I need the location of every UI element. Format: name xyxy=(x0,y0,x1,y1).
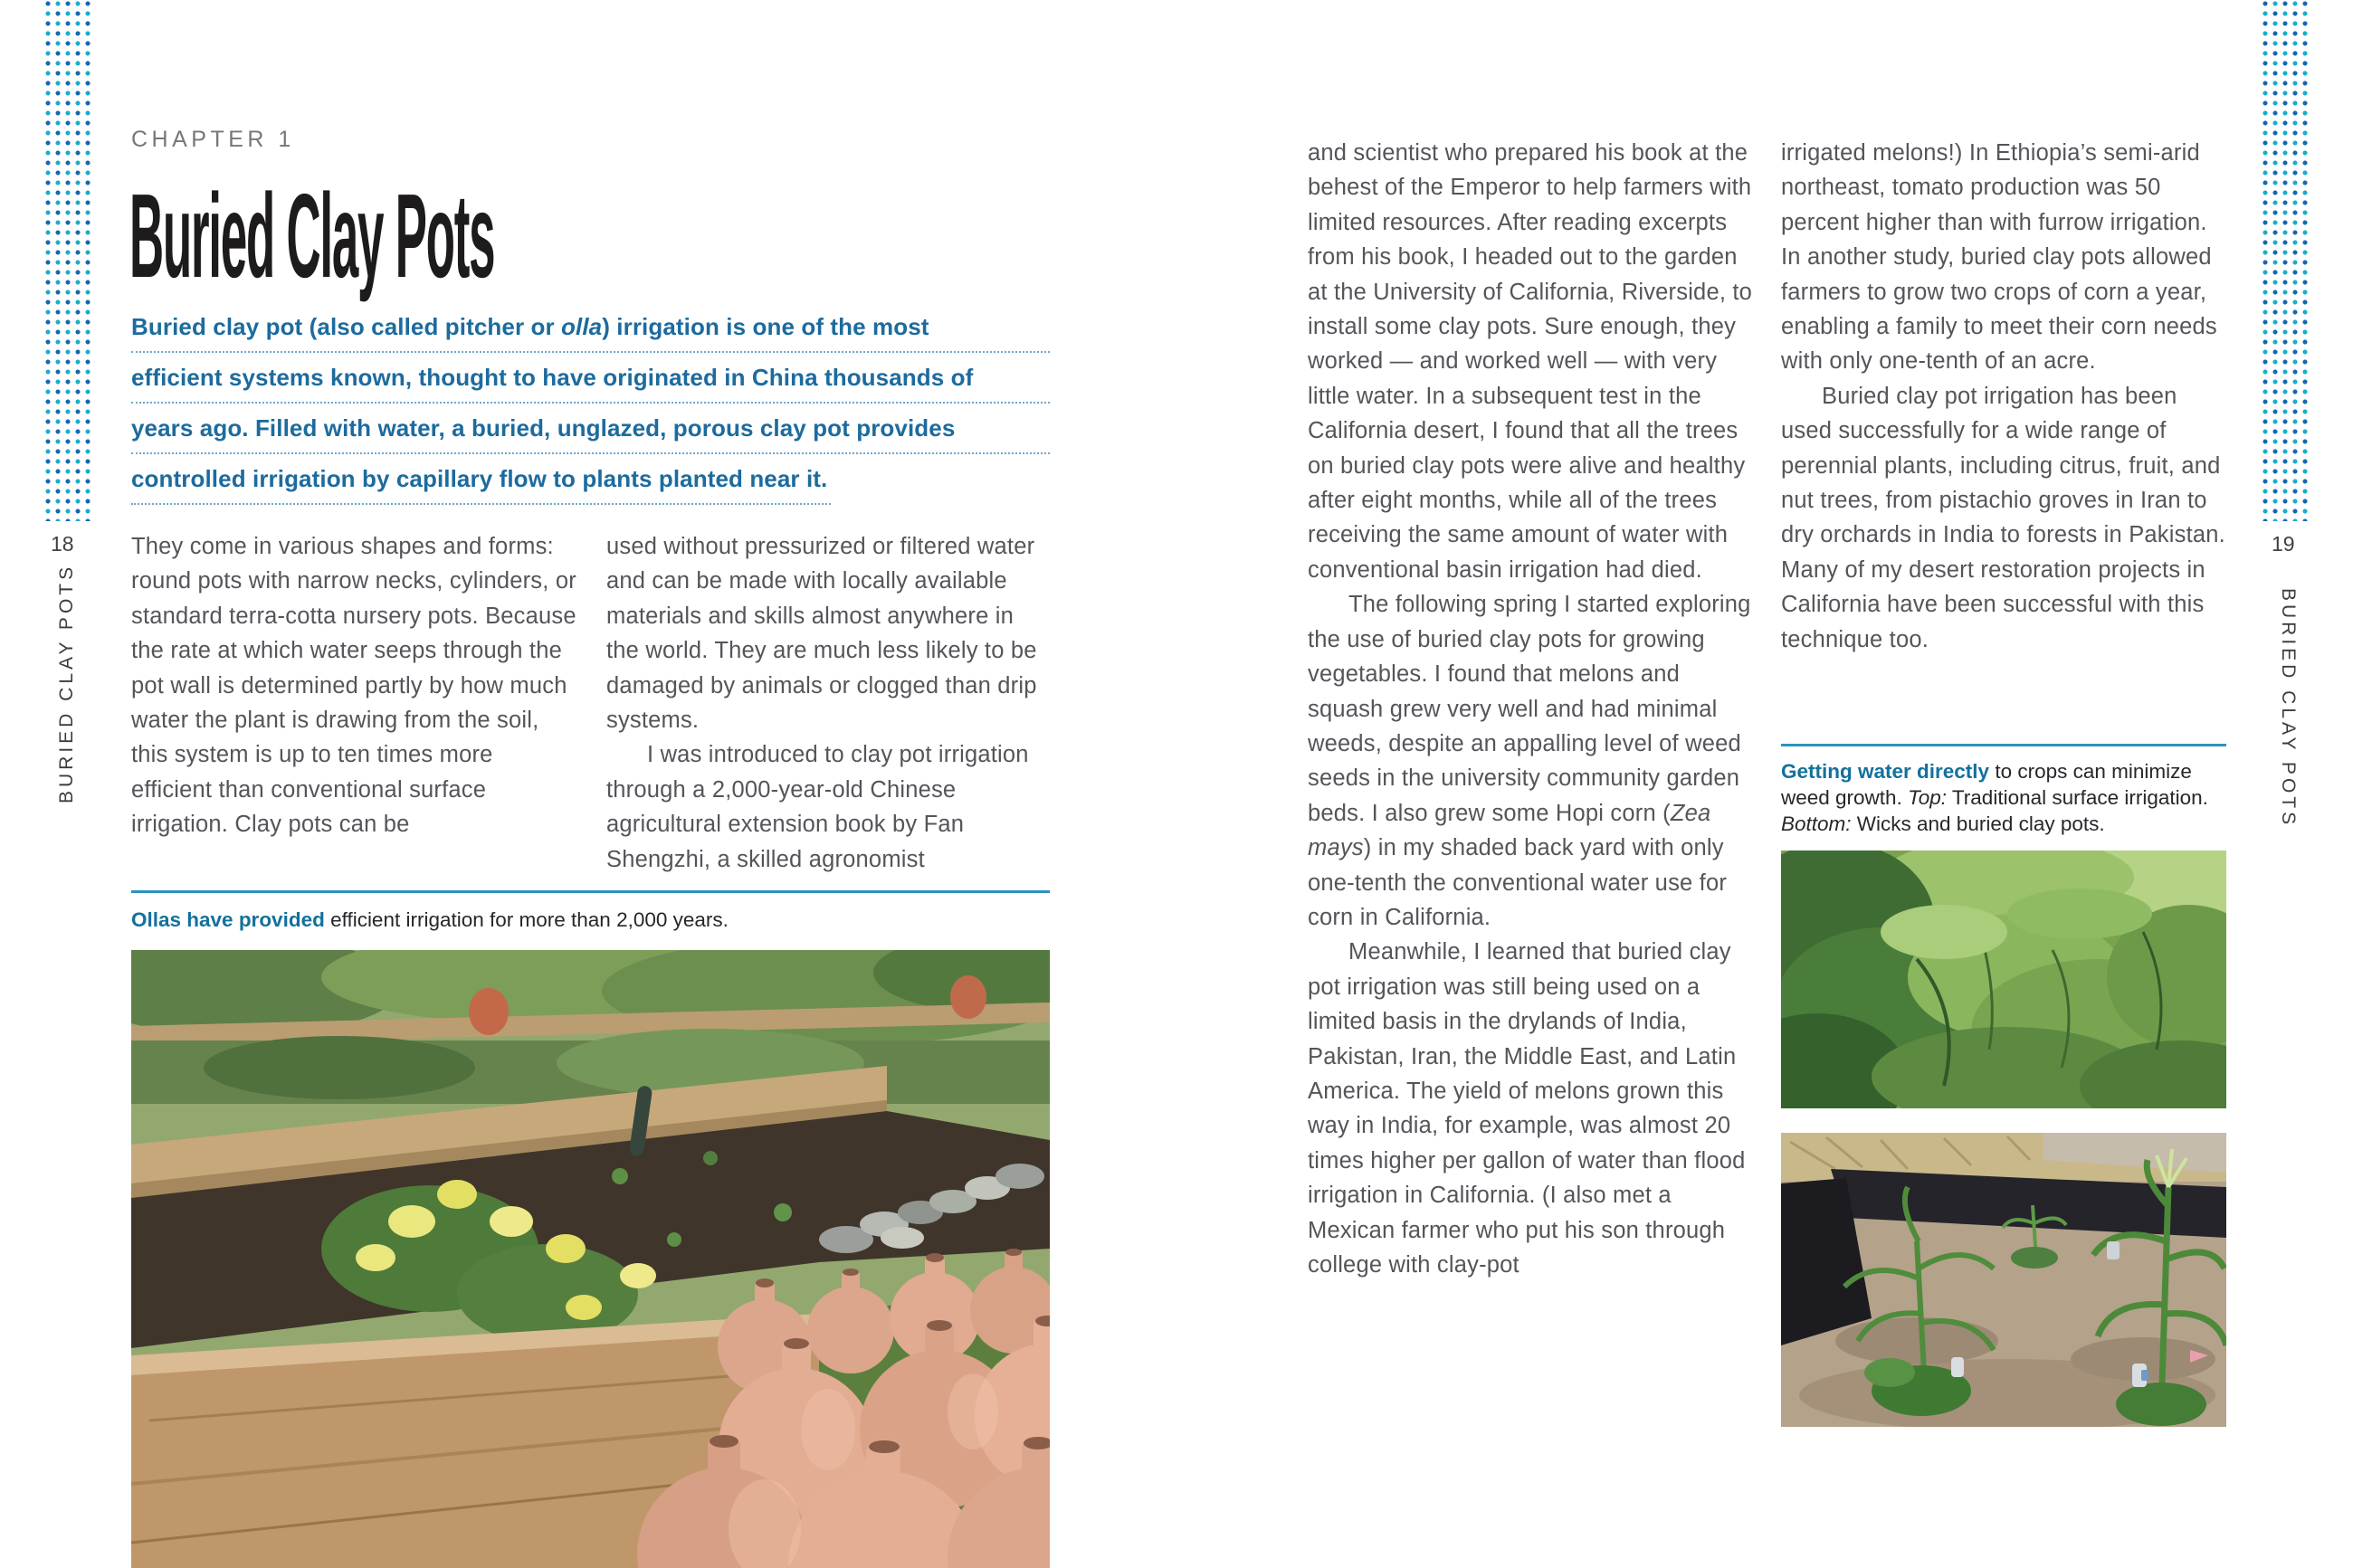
chapter-kicker: CHAPTER 1 xyxy=(131,127,295,152)
left-photo-caption xyxy=(131,907,1050,933)
right-photo-caption: Getting water directly to crops can minimize weed growth. Top: Traditional surface irrigation. Bottom: Wicks and buried clay pots. xyxy=(1781,760,2208,835)
intro-line: years ago. Filled with water, a buried, unglazed, porous clay pot provides xyxy=(131,405,1050,454)
page-number-left: 18 xyxy=(51,532,74,556)
right-body-column-2 xyxy=(1781,136,2226,657)
caption-text: efficient irrigation for more than 2,000 years. xyxy=(324,908,729,931)
chapter-intro xyxy=(131,304,1050,507)
side-label-left: BURIED CLAY POTS xyxy=(56,563,77,803)
caption-rule-right xyxy=(1781,744,2226,746)
caption-lead: Ollas have provided xyxy=(131,908,325,931)
caption-rule-left xyxy=(131,890,1050,893)
intro-line: efficient systems known, thought to have originated in China thousands of xyxy=(131,355,1050,404)
body-paragraph: The following spring I started exploring the use of buried clay pots for growing vegetables. I found that melons and squash grew very well and had minimal weeds, despite an appalling level of weed seeds in the university community garden beds. I also grew some Hopi corn (Zea mays) in my shaded back yard with only one-tenth the conventional water use for corn in California. xyxy=(1308,592,1751,930)
intro-line: Buried clay pot (also called pitcher or olla) irrigation is one of the most xyxy=(131,304,1050,353)
body-paragraph: used without pressurized or filtered water and can be made with locally available materials and skills almost anywhere in the world. They are much less likely to be damaged by animals or clogged than drip systems. xyxy=(606,534,1037,734)
body-paragraph: They come in various shapes and forms: round pots with narrow necks, cylinders, or standard terra-cotta nursery pots. Because the rate at which water seeps through the pot wall is determined partly by how much water the plant is drawing from the soil, this system is up to ten times more efficient than conventional surface irrigation. Clay pots can be xyxy=(131,534,576,838)
body-paragraph: and scientist who prepared his book at the behest of the Emperor to help farmers with limited resources. After reading excerpts from his book, I headed out to the garden at the University of California, Riverside, to install some clay pots. Sure enough, they worked — and worked well — with very little water. In a subsequent test in the California desert, I found that all the trees on buried clay pots were alive and healthy after eight months, while all of the trees receiving the same amount of water with conventional basin irrigation had died. xyxy=(1308,140,1753,583)
ollas-garden-photo xyxy=(131,950,1050,1568)
intro-line: controlled irrigation by capillary flow to plants planted near it. xyxy=(131,456,831,505)
right-body-column-1 xyxy=(1308,136,1753,1282)
surface-irrigation-photo xyxy=(1781,851,2226,1108)
left-body-column-2 xyxy=(606,529,1052,877)
decorative-dots-left xyxy=(43,0,92,521)
body-paragraph: irrigated melons!) In Ethiopia’s semi-arid northeast, tomato production was 50 percent higher than with furrow irrigation. In another study, buried clay pots allowed farmers to grow two crops of corn a year, enabling a family to meet their corn needs with only one-tenth of an acre. xyxy=(1781,140,2217,375)
caption-lead: Getting water directly xyxy=(1781,760,1990,783)
page-number-right: 19 xyxy=(2272,532,2295,556)
left-body-column-1 xyxy=(131,529,576,842)
chapter-title: Buried Clay Pots xyxy=(129,169,495,302)
body-paragraph: Buried clay pot irrigation has been used successfully for a wide range of perennial plants, including citrus, fruit, and nut trees, from pistachio groves in Iran to dry orchards in India to forests in Pakistan. Many of my desert restoration projects in California have been successful with this technique too. xyxy=(1781,383,2225,652)
side-label-right: BURIED CLAY POTS xyxy=(2278,588,2299,829)
clay-pot-corn-photo xyxy=(1781,1133,2226,1427)
body-paragraph: Meanwhile, I learned that buried clay pot irrigation was still being used on a limited basis in the drylands of India, Pakistan, Iran, the Middle East, and Latin America. The yield of melons grown this way in India, for example, was almost 20 times higher per gallon of water than flood irrigation in California. (I also met a Mexican farmer who put his son through college with clay-pot xyxy=(1308,939,1746,1278)
decorative-dots-right xyxy=(2261,0,2310,521)
body-paragraph: I was introduced to clay pot irrigation through a 2,000-year-old Chinese agricultural extension book by Fan Shengzhi, a skilled agronomist xyxy=(606,742,1029,872)
